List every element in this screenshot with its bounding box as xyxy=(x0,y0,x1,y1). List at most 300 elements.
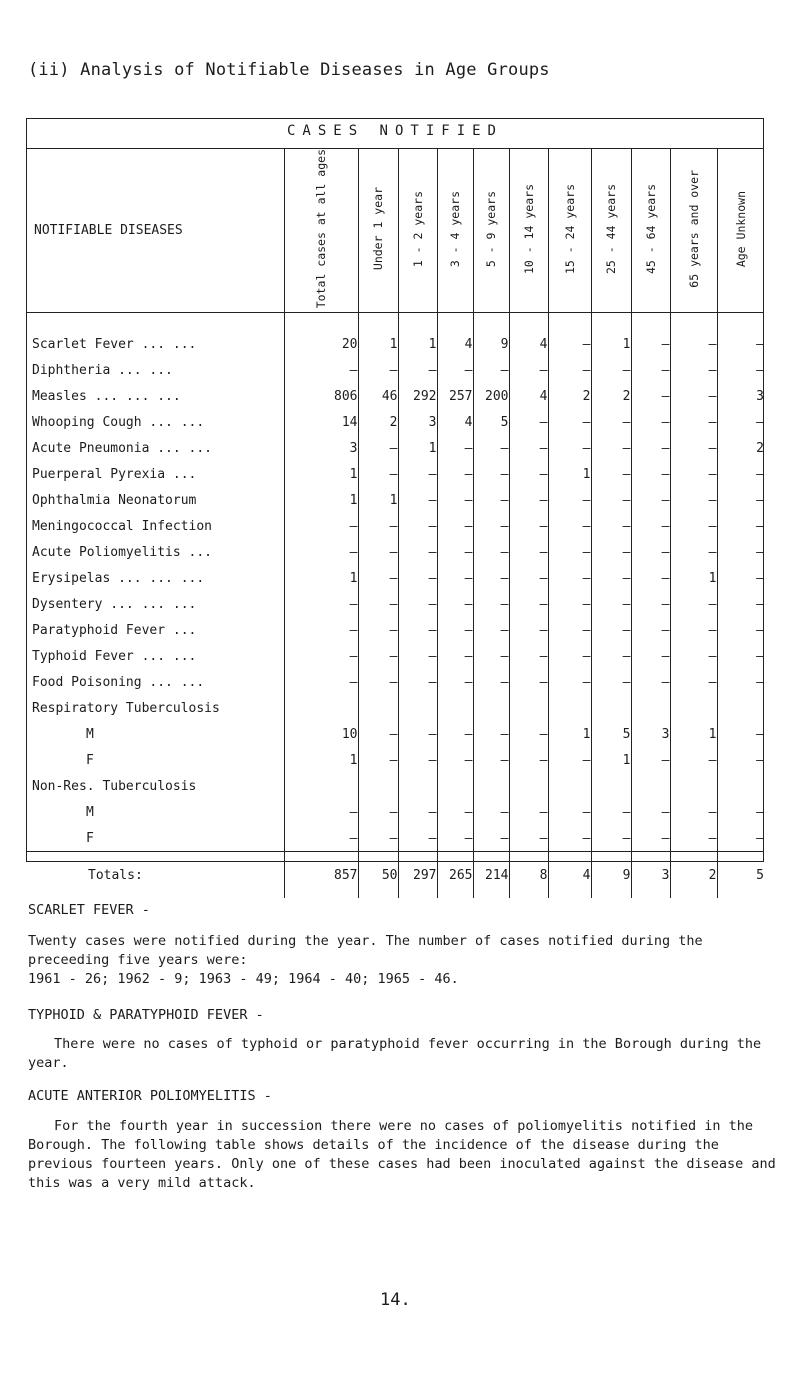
row-label: Puerperal Pyrexia ... xyxy=(32,466,197,482)
totals-row xyxy=(26,852,764,899)
table-cell xyxy=(473,773,509,799)
table-cell: – xyxy=(284,513,358,539)
table-row xyxy=(26,825,764,852)
column-header: 3 - 4 years xyxy=(437,149,473,313)
table-cell: – xyxy=(437,747,473,773)
table-cell: – xyxy=(398,643,437,669)
table-cell: 3 xyxy=(717,383,764,409)
table-cell: – xyxy=(509,643,548,669)
table-cell: – xyxy=(358,799,398,825)
table-cell: 1 xyxy=(398,313,437,358)
table-cell: – xyxy=(358,461,398,487)
table-cell xyxy=(358,773,398,799)
table-cell xyxy=(717,773,764,799)
table-cell: – xyxy=(717,721,764,747)
scarlet-fever-years: 1961 - 26; 1962 - 9; 1963 - 49; 1964 - 40; 1965 - 46. xyxy=(28,971,459,987)
table-cell: 46 xyxy=(358,383,398,409)
table-cell: – xyxy=(717,799,764,825)
table-cell: – xyxy=(670,409,717,435)
table-cell: – xyxy=(437,539,473,565)
table-cell: – xyxy=(398,357,437,383)
row-label: Paratyphoid Fever ... xyxy=(32,622,197,638)
table-cell: – xyxy=(398,799,437,825)
table-cell: – xyxy=(358,513,398,539)
table-cell: – xyxy=(437,357,473,383)
table-cell: – xyxy=(717,539,764,565)
table-cell: – xyxy=(358,565,398,591)
table-cell: – xyxy=(398,669,437,695)
table-cell: 200 xyxy=(473,383,509,409)
column-header: 45 - 64 years xyxy=(631,149,670,313)
table-row xyxy=(26,539,764,565)
column-header: 5 - 9 years xyxy=(473,149,509,313)
table-cell: 5 xyxy=(473,409,509,435)
table-cell: – xyxy=(548,825,591,852)
table-cell: – xyxy=(284,825,358,852)
table-cell: – xyxy=(670,747,717,773)
column-header: Age Unknown xyxy=(717,149,764,313)
table-cell: – xyxy=(284,643,358,669)
table-cell: – xyxy=(398,539,437,565)
table-cell xyxy=(509,695,548,721)
table-cell: – xyxy=(284,669,358,695)
table-cell: – xyxy=(631,799,670,825)
cases-notified-title: CASES NOTIFIED xyxy=(286,123,503,139)
table-cell: – xyxy=(717,487,764,513)
totals-cell: 8 xyxy=(509,852,548,899)
table-cell: – xyxy=(548,539,591,565)
table-cell: 1 xyxy=(284,461,358,487)
table-cell: – xyxy=(591,825,631,852)
table-cell: – xyxy=(548,487,591,513)
table-cell: – xyxy=(358,435,398,461)
table-cell xyxy=(591,773,631,799)
table-cell: – xyxy=(591,409,631,435)
table-cell: – xyxy=(591,565,631,591)
table-cell: – xyxy=(509,461,548,487)
table-cell: – xyxy=(473,825,509,852)
table-cell: 1 xyxy=(358,313,398,358)
table-cell: – xyxy=(631,383,670,409)
totals-cell: 265 xyxy=(437,852,473,899)
row-label: M xyxy=(86,804,94,820)
table-cell: – xyxy=(717,591,764,617)
table-cell: 1 xyxy=(548,461,591,487)
totals-cell: 214 xyxy=(473,852,509,899)
table-cell: – xyxy=(548,513,591,539)
totals-cell: 2 xyxy=(670,852,717,899)
table-cell: – xyxy=(631,617,670,643)
table-cell: 3 xyxy=(398,409,437,435)
table-cell xyxy=(591,695,631,721)
table-cell: – xyxy=(591,461,631,487)
table-cell: – xyxy=(717,313,764,358)
table-cell: – xyxy=(437,565,473,591)
table-cell xyxy=(631,695,670,721)
table-cell: – xyxy=(591,669,631,695)
table-cell: – xyxy=(509,825,548,852)
scarlet-fever-text: Twenty cases were notified during the year. The number of cases notified during the preceeding five years were: xyxy=(28,933,703,968)
table-cell: – xyxy=(398,487,437,513)
table-row xyxy=(26,643,764,669)
table-cell: – xyxy=(437,669,473,695)
table-cell: – xyxy=(631,643,670,669)
table-cell: 3 xyxy=(631,721,670,747)
row-label: Non-Res. Tuberculosis xyxy=(32,778,197,794)
table-cell: – xyxy=(358,357,398,383)
table-cell: – xyxy=(284,357,358,383)
table-cell: – xyxy=(509,513,548,539)
table-cell: – xyxy=(473,565,509,591)
table-cell: – xyxy=(670,643,717,669)
table-cell: 4 xyxy=(437,313,473,358)
table-cell: – xyxy=(631,409,670,435)
column-header: 25 - 44 years xyxy=(591,149,631,313)
table-cell: – xyxy=(717,409,764,435)
row-label: Ophthalmia Neonatorum xyxy=(32,492,197,508)
table-cell: – xyxy=(717,357,764,383)
table-cell: – xyxy=(670,357,717,383)
table-cell: – xyxy=(398,513,437,539)
table-row xyxy=(26,747,764,773)
table-cell: – xyxy=(548,565,591,591)
table-row xyxy=(26,695,764,721)
table-cell: – xyxy=(717,565,764,591)
row-label: F xyxy=(86,830,94,846)
table-row xyxy=(26,669,764,695)
table-cell xyxy=(717,695,764,721)
table-cell: – xyxy=(548,409,591,435)
table-cell: – xyxy=(631,669,670,695)
polio-text: For the fourth year in succession there were no cases of poliomyelitis notified in the Borough. The following table shows details of the incidence of the disease during the previous fourteen years. Only one of these cases had been inoculated against the disease and this was a very mild attack. xyxy=(28,1118,776,1191)
table-cell: – xyxy=(591,435,631,461)
table-cell: – xyxy=(670,825,717,852)
table-cell: 2 xyxy=(717,435,764,461)
table-cell: – xyxy=(591,799,631,825)
table-cell: – xyxy=(548,435,591,461)
table-cell: – xyxy=(631,313,670,358)
table-cell: – xyxy=(437,487,473,513)
table-cell: – xyxy=(358,747,398,773)
table-cell: – xyxy=(398,461,437,487)
table-cell: – xyxy=(437,617,473,643)
table-cell: – xyxy=(670,591,717,617)
table-cell: – xyxy=(717,617,764,643)
totals-cell: 297 xyxy=(398,852,437,899)
table-cell: – xyxy=(437,591,473,617)
table-cell: – xyxy=(473,669,509,695)
table-cell: – xyxy=(284,617,358,643)
table-cell: – xyxy=(548,669,591,695)
column-header: 10 - 14 years xyxy=(509,149,548,313)
table-row xyxy=(26,513,764,539)
header-row xyxy=(26,149,764,313)
table-cell: – xyxy=(631,539,670,565)
table-cell: – xyxy=(437,799,473,825)
table-cell xyxy=(670,773,717,799)
table-cell: – xyxy=(548,747,591,773)
totals-cell: 857 xyxy=(284,852,358,899)
table-row xyxy=(26,435,764,461)
table-cell: – xyxy=(670,669,717,695)
table-cell: – xyxy=(548,799,591,825)
table-cell: – xyxy=(437,643,473,669)
table-cell: – xyxy=(670,461,717,487)
table-cell: – xyxy=(509,409,548,435)
table-cell: – xyxy=(509,799,548,825)
table-cell: – xyxy=(591,643,631,669)
table-cell: – xyxy=(548,617,591,643)
table-cell: 4 xyxy=(437,409,473,435)
table-cell: 4 xyxy=(509,313,548,358)
table-row xyxy=(26,357,764,383)
table-cell: – xyxy=(473,617,509,643)
polio-paragraph xyxy=(28,1117,780,1193)
table-cell: – xyxy=(631,825,670,852)
table-cell: 1 xyxy=(284,565,358,591)
table-cell: 2 xyxy=(358,409,398,435)
table-cell: – xyxy=(437,825,473,852)
table-cell: – xyxy=(717,643,764,669)
table-cell: – xyxy=(631,513,670,539)
column-header: Total cases at all ages xyxy=(284,149,358,313)
table-cell: 1 xyxy=(548,721,591,747)
table-cell: – xyxy=(631,747,670,773)
table-cell: – xyxy=(473,643,509,669)
table-cell: – xyxy=(670,617,717,643)
table-cell: – xyxy=(509,591,548,617)
row-label: Acute Pneumonia ... ... xyxy=(32,440,213,456)
table-cell xyxy=(398,695,437,721)
table-cell: – xyxy=(509,539,548,565)
row-label: F xyxy=(86,752,94,768)
table-cell: – xyxy=(670,513,717,539)
table-cell: – xyxy=(717,461,764,487)
table-cell: – xyxy=(631,565,670,591)
table-cell: 1 xyxy=(398,435,437,461)
table-cell xyxy=(509,773,548,799)
table-row xyxy=(26,383,764,409)
table-cell: – xyxy=(284,539,358,565)
table-cell xyxy=(398,773,437,799)
table-cell: – xyxy=(437,461,473,487)
table-cell: – xyxy=(398,825,437,852)
column-header: 1 - 2 years xyxy=(398,149,437,313)
table-cell: – xyxy=(509,747,548,773)
table-cell: 1 xyxy=(670,721,717,747)
table-cell: 1 xyxy=(670,565,717,591)
row-label: Acute Poliomyelitis ... xyxy=(32,544,213,560)
table-cell: – xyxy=(717,825,764,852)
table-row xyxy=(26,487,764,513)
table-cell: 806 xyxy=(284,383,358,409)
totals-cell: 9 xyxy=(591,852,631,899)
table-row xyxy=(26,799,764,825)
table-row xyxy=(26,591,764,617)
table-cell: – xyxy=(358,669,398,695)
table-cell: – xyxy=(398,565,437,591)
table-cell: – xyxy=(670,539,717,565)
table-cell: – xyxy=(717,669,764,695)
row-label: Erysipelas ... ... ... xyxy=(32,570,205,586)
row-label: Diphtheria ... ... xyxy=(32,362,173,378)
table-cell: – xyxy=(591,357,631,383)
notifiable-diseases-table xyxy=(26,148,764,898)
table-cell: 1 xyxy=(284,487,358,513)
table-cell: – xyxy=(548,643,591,669)
totals-cell: 5 xyxy=(717,852,764,899)
row-label: M xyxy=(86,726,94,742)
table-cell: – xyxy=(284,591,358,617)
table-cell: – xyxy=(437,435,473,461)
polio-title: ACUTE ANTERIOR POLIOMYELITIS - xyxy=(28,1088,272,1104)
table-cell: 9 xyxy=(473,313,509,358)
table-cell: – xyxy=(358,591,398,617)
table-cell xyxy=(473,695,509,721)
table-cell: – xyxy=(670,313,717,358)
table-cell: – xyxy=(473,721,509,747)
table-cell: 257 xyxy=(437,383,473,409)
table-cell: – xyxy=(509,669,548,695)
table-cell: – xyxy=(473,513,509,539)
table-cell: – xyxy=(591,513,631,539)
table-cell: 3 xyxy=(284,435,358,461)
table-cell: – xyxy=(473,591,509,617)
table-cell: – xyxy=(358,643,398,669)
table-row xyxy=(26,773,764,799)
table-cell: – xyxy=(670,435,717,461)
typhoid-title: TYPHOID & PARATYPHOID FEVER - xyxy=(28,1007,264,1023)
table-row xyxy=(26,409,764,435)
table-cell: 1 xyxy=(591,747,631,773)
row-label: Measles ... ... ... xyxy=(32,388,181,404)
table-cell xyxy=(437,773,473,799)
table-row xyxy=(26,313,764,358)
table-cell: – xyxy=(358,539,398,565)
table-row xyxy=(26,617,764,643)
totals-cell: 50 xyxy=(358,852,398,899)
column-header: 65 years and over xyxy=(670,149,717,313)
table-cell: – xyxy=(473,747,509,773)
table-cell xyxy=(284,695,358,721)
table-cell: – xyxy=(284,799,358,825)
table-cell: – xyxy=(398,721,437,747)
table-cell: – xyxy=(631,487,670,513)
table-cell: – xyxy=(473,357,509,383)
table-cell: – xyxy=(509,565,548,591)
table-cell: – xyxy=(437,721,473,747)
table-cell: – xyxy=(548,591,591,617)
table-cell: 4 xyxy=(509,383,548,409)
totals-cell: 3 xyxy=(631,852,670,899)
table-cell: 20 xyxy=(284,313,358,358)
table-cell xyxy=(358,695,398,721)
table-cell: – xyxy=(358,825,398,852)
table-cell: 2 xyxy=(548,383,591,409)
table-cell: – xyxy=(509,435,548,461)
typhoid-text: There were no cases of typhoid or paratyphoid fever occurring in the Borough during the year. xyxy=(28,1036,762,1071)
table-cell: – xyxy=(437,513,473,539)
table-cell xyxy=(284,773,358,799)
column-header: 15 - 24 years xyxy=(548,149,591,313)
table-cell: – xyxy=(473,461,509,487)
table-body xyxy=(26,313,764,852)
table-cell: – xyxy=(631,461,670,487)
table-cell xyxy=(548,773,591,799)
totals-cell: 4 xyxy=(548,852,591,899)
table-cell: 2 xyxy=(591,383,631,409)
column-header-diseases: NOTIFIABLE DISEASES xyxy=(26,149,284,313)
table-cell: – xyxy=(591,539,631,565)
scarlet-fever-title: SCARLET FEVER - xyxy=(28,902,150,918)
table-cell: – xyxy=(591,591,631,617)
table-cell: 1 xyxy=(358,487,398,513)
table-cell: 14 xyxy=(284,409,358,435)
table-cell: – xyxy=(670,799,717,825)
table-cell: – xyxy=(398,617,437,643)
table-cell xyxy=(548,695,591,721)
row-label: Typhoid Fever ... ... xyxy=(32,648,197,664)
table-cell: – xyxy=(473,539,509,565)
scarlet-fever-paragraph xyxy=(28,932,780,989)
typhoid-paragraph xyxy=(28,1035,780,1073)
table-cell: 10 xyxy=(284,721,358,747)
table-cell: – xyxy=(358,721,398,747)
table-cell: – xyxy=(717,747,764,773)
row-label: Scarlet Fever ... ... xyxy=(32,336,197,352)
totals-label: Totals: xyxy=(26,852,284,899)
row-label: Respiratory Tuberculosis xyxy=(32,700,220,716)
table-cell: – xyxy=(398,747,437,773)
row-label: Food Poisoning ... ... xyxy=(32,674,205,690)
table-cell xyxy=(670,695,717,721)
column-header: Under 1 year xyxy=(358,149,398,313)
table-cell: – xyxy=(591,617,631,643)
table-cell: – xyxy=(548,313,591,358)
table-cell: – xyxy=(670,487,717,513)
table-cell: – xyxy=(548,357,591,383)
row-label: Dysentery ... ... ... xyxy=(32,596,197,612)
table-cell: – xyxy=(509,357,548,383)
table-cell xyxy=(631,773,670,799)
table-cell: – xyxy=(670,383,717,409)
table-cell: – xyxy=(509,721,548,747)
table-cell: – xyxy=(509,617,548,643)
table-cell: – xyxy=(473,435,509,461)
table-cell: – xyxy=(717,513,764,539)
table-cell: – xyxy=(631,357,670,383)
table-cell: — xyxy=(631,435,670,461)
table-row xyxy=(26,721,764,747)
table-row xyxy=(26,461,764,487)
table-cell: – xyxy=(398,591,437,617)
table-cell: – xyxy=(591,487,631,513)
table-row xyxy=(26,565,764,591)
row-label: Meningococcal Infection xyxy=(32,518,213,534)
table-cell: – xyxy=(509,487,548,513)
row-label: Whooping Cough ... ... xyxy=(32,414,205,430)
table-cell: – xyxy=(631,591,670,617)
table-cell: 5 xyxy=(591,721,631,747)
table-cell: 1 xyxy=(591,313,631,358)
table-cell: – xyxy=(473,799,509,825)
page-number: 14. xyxy=(380,1290,411,1310)
table-cell: – xyxy=(473,487,509,513)
table-cell: – xyxy=(358,617,398,643)
section-heading: (ii) Analysis of Notifiable Diseases in Age Groups xyxy=(28,60,550,80)
table-cell: 292 xyxy=(398,383,437,409)
table-cell xyxy=(437,695,473,721)
